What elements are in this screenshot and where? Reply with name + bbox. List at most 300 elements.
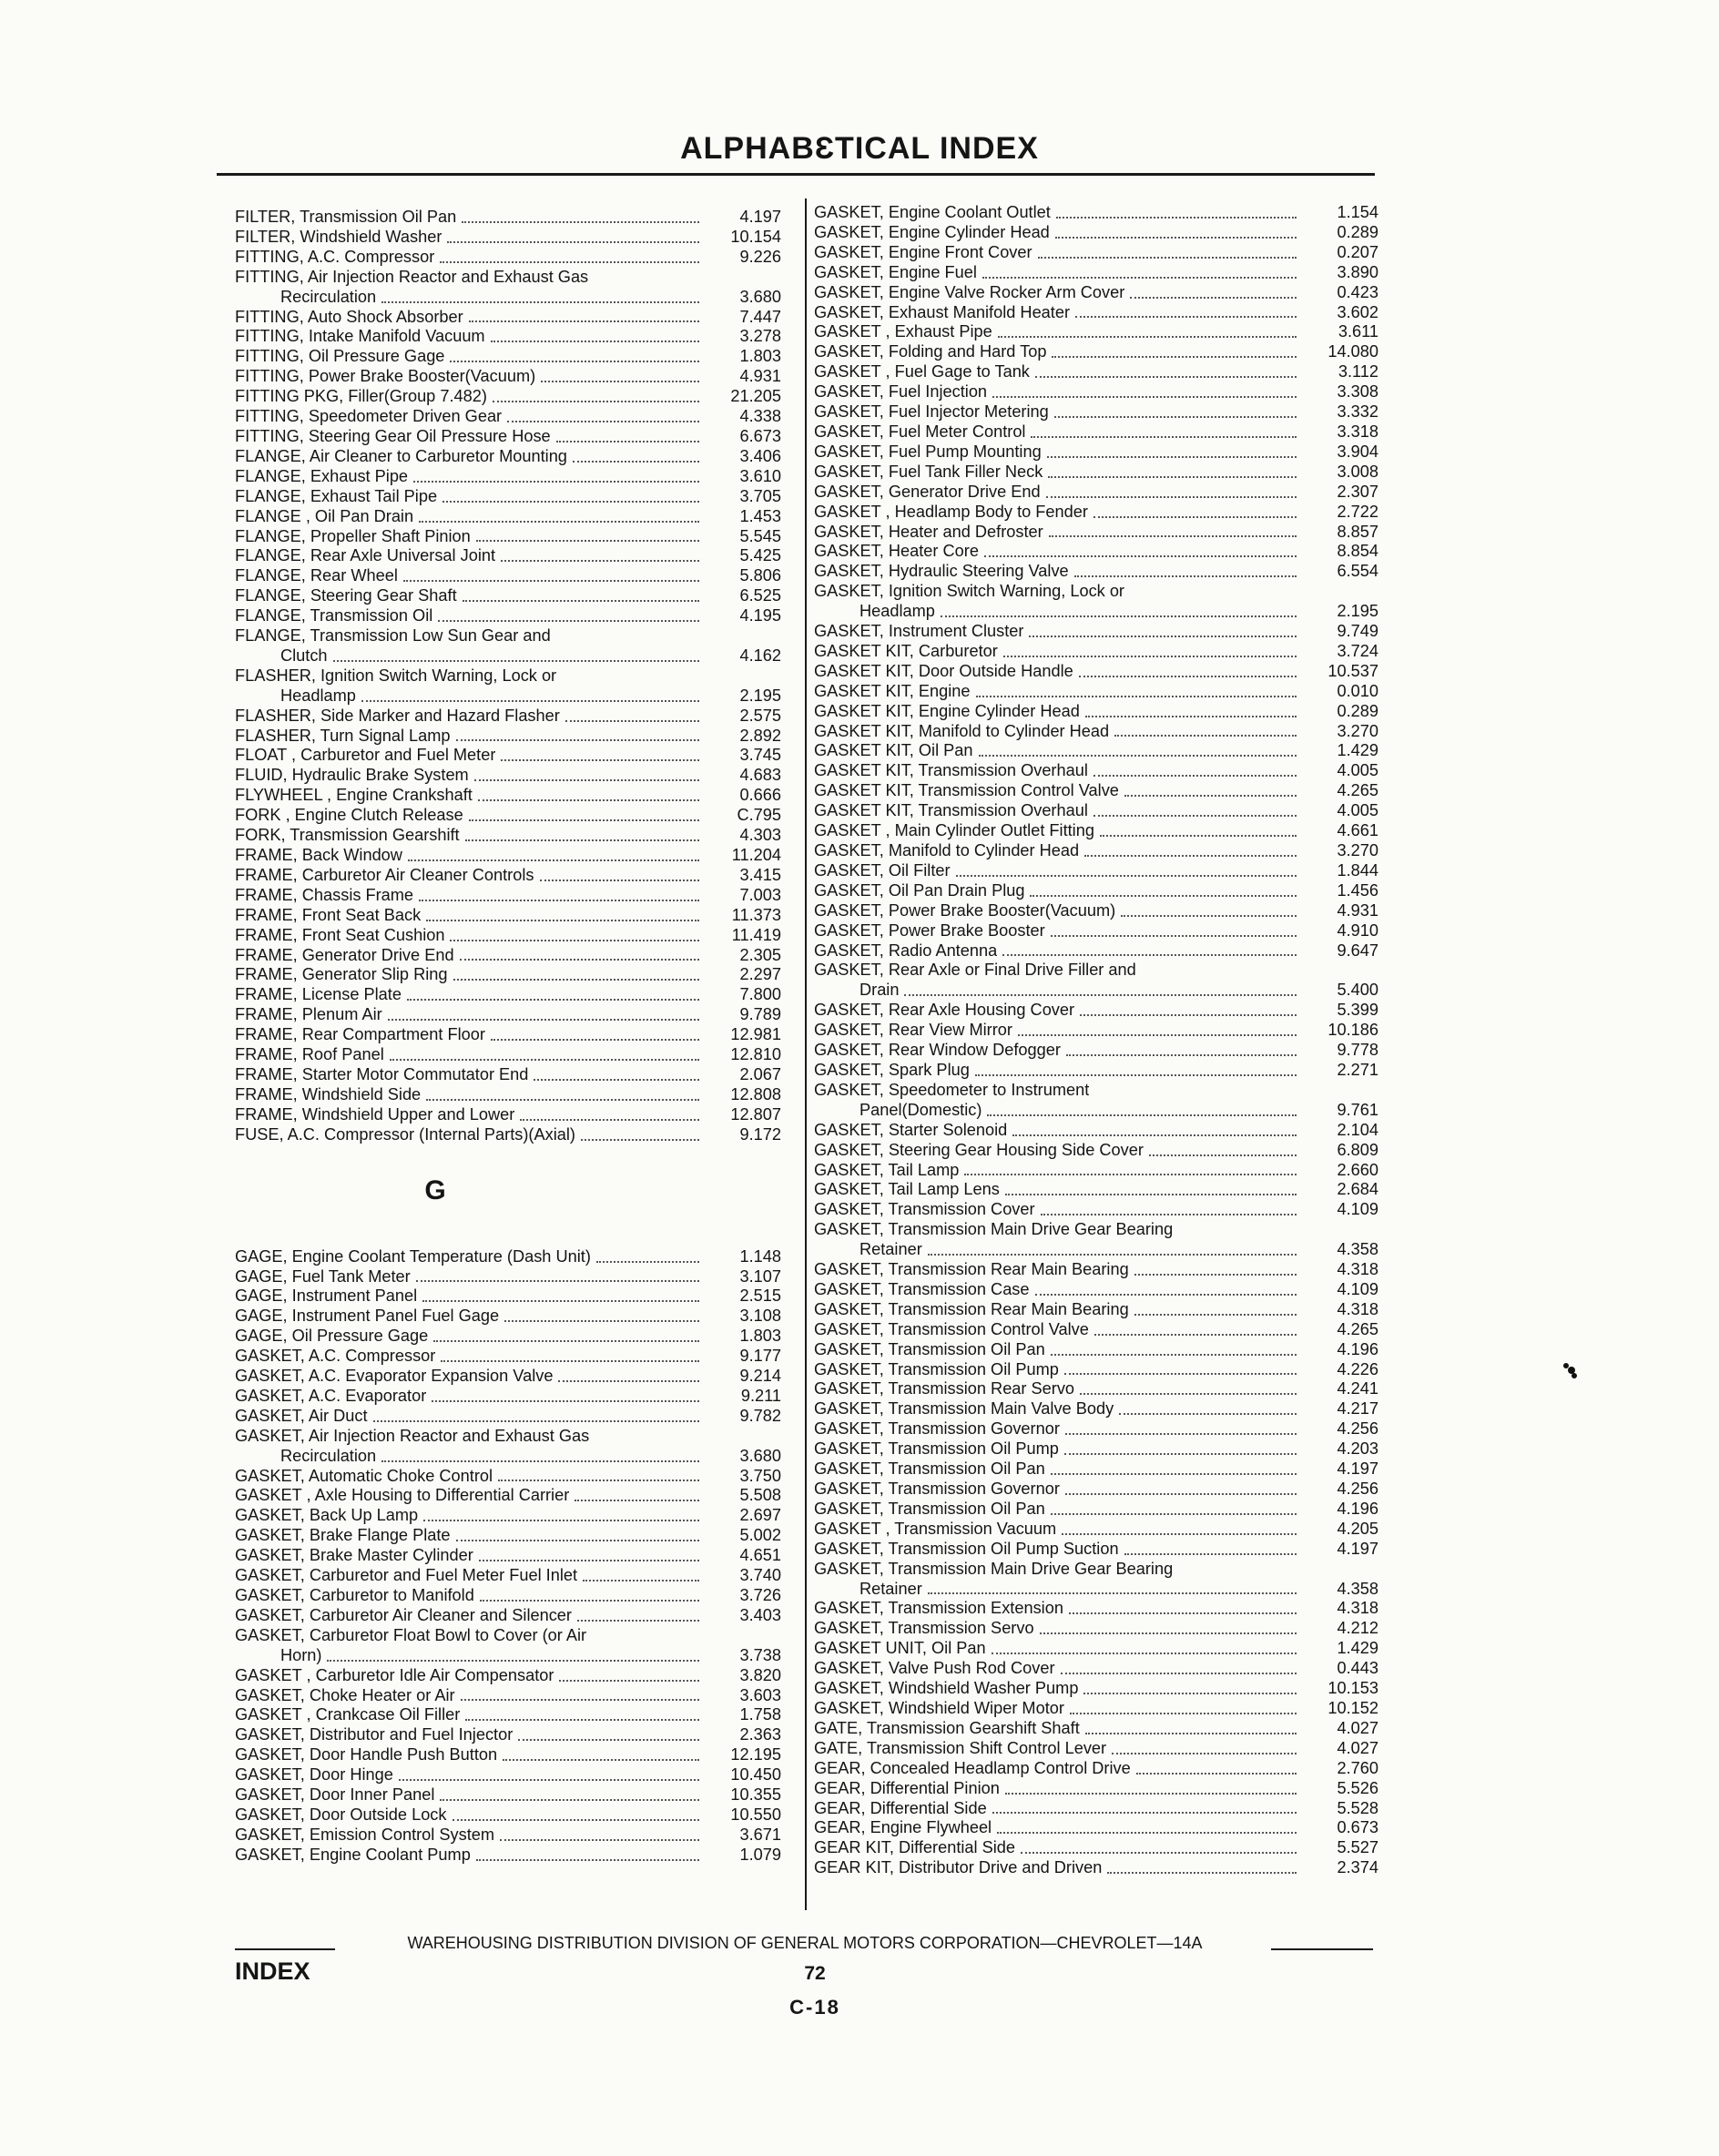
index-entry: [814, 1739, 1378, 1759]
dot-leader: [997, 1832, 1297, 1834]
dot-leader: [1130, 297, 1297, 299]
dot-leader: [469, 320, 699, 322]
entry-page: 0.673: [1337, 1818, 1378, 1837]
entry-text: Retainer: [860, 1579, 922, 1598]
entry-text: GASKET, Transmission Case: [814, 1279, 1030, 1298]
index-entry: [814, 322, 1378, 342]
entry-text: GATE, Transmission Gearshift Shaft: [814, 1718, 1080, 1737]
dot-leader: [984, 555, 1297, 557]
entry-page: 2.660: [1337, 1160, 1378, 1179]
index-entry: [814, 523, 1378, 543]
dot-leader: [1136, 1773, 1297, 1775]
entry-page: 3.270: [1337, 841, 1378, 859]
index-entry: [814, 1639, 1378, 1659]
entry-page: 4.318: [1337, 1299, 1378, 1318]
entry-text: GASKET, Transmission Oil Pump Suction: [814, 1539, 1119, 1558]
entry-page: 10.355: [730, 1785, 781, 1805]
entry-text: GASKET KIT, Transmission Control Valve: [814, 781, 1119, 800]
dot-leader: [928, 1592, 1297, 1594]
dot-leader: [565, 720, 699, 722]
entry-text: Headlamp: [860, 602, 935, 621]
entry-page: 10.153: [1327, 1679, 1378, 1698]
section-letter: G: [424, 1175, 446, 1205]
entry-text: GEAR, Differential Pinion: [814, 1778, 1000, 1797]
entry-text: FRAME, License Plate: [235, 985, 402, 1004]
index-entry: [235, 1005, 781, 1025]
entry-text: FITTING, Intake Manifold Vacuum: [235, 327, 485, 346]
index-entry: [814, 622, 1378, 642]
index-entry: [814, 582, 1378, 602]
index-entry: [814, 422, 1378, 442]
entry-text: GASKET, Transmission Oil Pan: [814, 1499, 1045, 1518]
entry-page: 4.358: [1337, 1240, 1378, 1259]
entry-text: GASKET, Engine Coolant Outlet: [814, 203, 1051, 221]
dot-leader: [518, 1739, 699, 1741]
dot-leader: [558, 1380, 699, 1382]
dot-leader: [1066, 1054, 1297, 1056]
dot-leader: [1041, 1214, 1297, 1215]
dot-leader: [956, 875, 1297, 877]
dot-leader: [520, 1119, 699, 1121]
entry-text: GASKET, Power Brake Booster: [814, 920, 1045, 940]
dot-leader: [1031, 436, 1297, 438]
dot-leader: [388, 1019, 699, 1021]
index-entry: [814, 801, 1378, 821]
entry-text: GASKET, Door Handle Push Button: [235, 1745, 498, 1764]
index-entry: [814, 881, 1378, 901]
entry-text: FLANGE, Exhaust Pipe: [235, 466, 409, 485]
entry-page: 5.526: [1337, 1778, 1378, 1797]
index-entry: [235, 527, 781, 547]
entry-text: FITTING, Power Brake Booster(Vacuum): [235, 367, 536, 386]
entry-text: GASKET, Transmission Governor: [814, 1419, 1060, 1439]
dot-leader: [1051, 1473, 1297, 1475]
entry-text: GAGE, Fuel Tank Meter: [235, 1266, 411, 1286]
index-entry: [235, 626, 781, 646]
dot-leader: [577, 1620, 699, 1622]
index-entry: [235, 606, 781, 626]
entry-page: 10.154: [730, 227, 781, 246]
dot-leader: [419, 900, 699, 901]
index-entry: [814, 402, 1378, 422]
entry-text: FRAME, Front Seat Back: [235, 905, 422, 924]
entry-text: Drain: [860, 981, 900, 1000]
dot-leader: [1021, 1852, 1297, 1854]
entry-page: 4.203: [1337, 1439, 1378, 1459]
entry-text: GASKET, Automatic Choke Control: [235, 1466, 493, 1485]
entry-text: FRAME, Back Window: [235, 846, 402, 864]
index-entry: [814, 901, 1378, 921]
entry-page: 3.890: [1337, 262, 1378, 281]
index-entry: [814, 362, 1378, 382]
index-entry: [235, 1407, 781, 1427]
dot-leader: [1055, 237, 1297, 239]
entry-page: 1.758: [739, 1705, 781, 1724]
index-entry: [814, 761, 1378, 781]
dot-leader: [1051, 1354, 1297, 1356]
dot-leader: [1080, 1393, 1297, 1395]
entry-text: FLYWHEEL , Engine Crankshaft: [235, 786, 473, 805]
index-entry: [235, 727, 781, 747]
entry-text: GASKET, Transmission Main Drive Gear Bearing: [814, 1559, 1174, 1578]
entry-page: 3.820: [739, 1665, 781, 1684]
dot-leader: [416, 1280, 699, 1282]
entry-text: Recirculation: [280, 1446, 377, 1465]
index-entry: [814, 961, 1378, 981]
entry-text: GASKET, Spark Plug: [814, 1060, 970, 1079]
dot-leader: [1079, 676, 1297, 677]
dot-leader: [1093, 775, 1297, 777]
entry-text: GASKET KIT, Transmission Overhaul: [814, 801, 1088, 820]
dot-leader: [1149, 1154, 1297, 1156]
entry-page: 3.403: [739, 1605, 781, 1624]
entry-text: GASKET, Radio Antenna: [814, 941, 998, 960]
entry-text: GASKET, Air Injection Reactor and Exhaust Gas: [235, 1426, 590, 1445]
entry-page: 4.358: [1337, 1579, 1378, 1598]
entry-text: GASKET, Fuel Tank Filler Neck: [814, 462, 1043, 481]
entry-text: GASKET, A.C. Evaporator Expansion Valve: [235, 1367, 554, 1386]
entry-page: 6.673: [739, 426, 781, 445]
dot-leader: [1100, 835, 1297, 837]
entry-page: 3.724: [1337, 641, 1378, 660]
index-entry: [235, 946, 781, 966]
entry-page: 10.550: [730, 1805, 781, 1824]
entry-text: GASKET, Fuel Injector Metering: [814, 402, 1049, 422]
entry-page: 0.289: [1337, 222, 1378, 241]
index-entry: [235, 1785, 781, 1805]
index-entry: [814, 223, 1378, 243]
entry-text: GASKET, Transmission Cover: [814, 1200, 1035, 1219]
entry-text: GAGE, Engine Coolant Temperature (Dash Unit): [235, 1246, 591, 1266]
entry-page: 8.854: [1337, 542, 1378, 561]
dot-leader: [1038, 257, 1297, 259]
index-entry: [814, 1818, 1378, 1838]
entry-page: 10.186: [1327, 1021, 1378, 1040]
index-entry: [235, 746, 781, 766]
entry-page: 4.205: [1337, 1519, 1378, 1538]
dot-leader: [1085, 1733, 1297, 1734]
entry-page: 9.177: [739, 1347, 781, 1366]
entry-page: 3.406: [739, 446, 781, 465]
entry-page: 2.697: [739, 1506, 781, 1525]
dot-leader: [992, 1812, 1297, 1814]
dot-leader: [426, 1099, 699, 1101]
entry-text: Panel(Domestic): [860, 1100, 982, 1119]
dot-leader: [904, 994, 1297, 996]
index-entry: [235, 666, 781, 686]
dot-leader: [583, 1580, 699, 1581]
entry-text: GASKET, Fuel Injection: [814, 382, 988, 402]
entry-text: GAGE, Oil Pressure Gage: [235, 1327, 429, 1346]
dot-leader: [1080, 1014, 1297, 1016]
entry-text: GASKET, Instrument Cluster: [814, 622, 1024, 641]
dot-leader: [1012, 1134, 1297, 1136]
index-entry: [235, 1686, 781, 1706]
entry-text: FITTING, Auto Shock Absorber: [235, 307, 463, 326]
entry-text: GASKET, Air Duct: [235, 1406, 368, 1425]
dot-leader: [534, 1079, 699, 1081]
entry-text: FITTING, Air Injection Reactor and Exhaust Gas: [235, 267, 589, 286]
dot-leader: [1048, 476, 1297, 478]
index-entry: [814, 1799, 1378, 1819]
dot-leader: [975, 1074, 1297, 1076]
index-entry: [814, 861, 1378, 881]
entry-text: GASKET, Exhaust Manifold Heater: [814, 302, 1071, 321]
index-entry: [235, 208, 781, 228]
entry-text: GASKET, Valve Push Rod Cover: [814, 1659, 1055, 1678]
dot-leader: [456, 739, 699, 741]
dot-leader: [462, 221, 699, 223]
index-entry: [814, 1121, 1378, 1141]
entry-page: 3.738: [739, 1645, 781, 1664]
index-entry: [235, 846, 781, 866]
entry-text: FRAME, Generator Slip Ring: [235, 965, 448, 984]
index-entry: [814, 562, 1378, 582]
entry-text: GASKET, Rear Axle Housing Cover: [814, 1001, 1075, 1020]
index-entry: [814, 781, 1378, 801]
entry-text: GASKET, Ignition Switch Warning, Lock or: [814, 582, 1124, 601]
dot-leader: [450, 940, 699, 941]
entry-page: 4.265: [1337, 781, 1378, 800]
entry-text: GASKET, Heater Core: [814, 542, 979, 561]
index-entry: [814, 1480, 1378, 1500]
entry-text: GASKET, Door Hinge: [235, 1765, 393, 1785]
index-entry: [235, 686, 781, 707]
dot-leader: [479, 1560, 699, 1561]
page-code: C-18: [789, 1996, 840, 2019]
dot-leader: [1062, 1533, 1297, 1535]
index-entry: [235, 1347, 781, 1367]
index-entry: [814, 941, 1378, 961]
entry-page: 4.318: [1337, 1599, 1378, 1618]
entry-page: 1.453: [739, 506, 781, 525]
entry-text: FRAME, Carburetor Air Cleaner Controls: [235, 865, 534, 884]
entry-text: FLANGE, Steering Gear Shaft: [235, 586, 457, 605]
entry-page: 9.211: [740, 1386, 781, 1405]
entry-text: GASKET, Folding and Hard Top: [814, 342, 1047, 361]
index-entry: [814, 741, 1378, 761]
entry-text: GEAR, Concealed Headlamp Control Drive: [814, 1758, 1131, 1777]
entry-text: GASKET, Oil Pan Drain Plug: [814, 880, 1025, 900]
entry-page: 4.196: [1337, 1339, 1378, 1358]
index-entry: [814, 702, 1378, 722]
index-entry: [814, 203, 1378, 223]
entry-page: 3.332: [1337, 402, 1378, 422]
entry-text: GASKET, Transmission Main Valve Body: [814, 1399, 1114, 1419]
entry-text: GASKET, Carburetor Float Bowl to Cover (or Air: [235, 1625, 587, 1644]
index-entry: [235, 1486, 781, 1506]
dot-leader: [433, 1340, 699, 1342]
index-entry: [814, 722, 1378, 742]
dot-leader: [1119, 1413, 1297, 1415]
dot-leader: [1005, 1194, 1297, 1195]
dot-leader: [1069, 1612, 1297, 1614]
dot-leader: [1018, 1034, 1297, 1036]
entry-text: GEAR, Differential Side: [814, 1798, 987, 1817]
index-entry: [235, 387, 781, 407]
dot-leader: [1040, 1632, 1297, 1634]
entry-text: GASKET, Engine Front Cover: [814, 242, 1032, 261]
dot-leader: [1049, 535, 1297, 537]
right-column: [814, 203, 1378, 1878]
entry-text: GASKET, Hydraulic Steering Valve: [814, 562, 1069, 581]
entry-page: 4.303: [739, 826, 781, 845]
entry-text: FITTING, Speedometer Driven Gear: [235, 407, 503, 426]
entry-page: 0.289: [1337, 701, 1378, 720]
entry-page: 4.651: [739, 1546, 781, 1565]
entry-text: GASKET, Engine Valve Rocker Arm Cover: [814, 282, 1125, 301]
index-entry: [814, 981, 1378, 1001]
dot-leader: [1124, 795, 1297, 797]
entry-page: 14.080: [1327, 342, 1378, 361]
entry-page: 2.195: [739, 686, 781, 705]
footer-division: WAREHOUSING DISTRIBUTION DIVISION OF GENERAL MOTORS CORPORATION—CHEVROLET—14A: [407, 1934, 1203, 1952]
entry-text: GASKET, Transmission Oil Pump: [814, 1439, 1059, 1459]
entry-page: 4.212: [1337, 1619, 1378, 1638]
index-entry: [814, 1560, 1378, 1580]
entry-page: C.795: [737, 806, 781, 825]
dot-leader: [941, 615, 1297, 617]
entry-page: 9.749: [1337, 622, 1378, 641]
entry-page: 2.305: [739, 945, 781, 964]
index-entry: [814, 542, 1378, 562]
entry-page: 2.760: [1337, 1758, 1378, 1777]
index-entry: [814, 1500, 1378, 1520]
dot-leader: [1054, 416, 1297, 418]
entry-text: GASKET, Transmission Oil Pan: [814, 1339, 1045, 1358]
entry-text: GASKET, Oil Filter: [814, 860, 951, 880]
dot-leader: [1093, 516, 1297, 518]
entry-page: 12.195: [730, 1745, 781, 1764]
entry-page: 1.429: [1337, 1639, 1378, 1658]
title-rule: [217, 173, 1375, 176]
dot-leader: [422, 1300, 699, 1302]
entry-page: 1.154: [1337, 203, 1378, 221]
index-entry: [814, 1599, 1378, 1619]
entry-page: 9.782: [739, 1406, 781, 1425]
entry-page: 1.803: [739, 1327, 781, 1346]
dot-leader: [465, 1719, 699, 1721]
dot-leader: [500, 1839, 699, 1841]
dot-leader: [390, 1059, 699, 1061]
entry-page: 1.456: [1337, 880, 1378, 900]
entry-page: 12.981: [730, 1025, 781, 1044]
entry-page: 5.002: [739, 1526, 781, 1545]
index-entry: [235, 1105, 781, 1125]
entry-text: GASKET, Door Outside Lock: [235, 1805, 447, 1824]
entry-text: FRAME, Generator Drive End: [235, 945, 454, 964]
index-entry: [235, 1286, 781, 1307]
entry-text: GASKET, Engine Cylinder Head: [814, 222, 1050, 241]
entry-page: 3.308: [1337, 382, 1378, 402]
index-entry: [235, 826, 781, 846]
entry-text: GASKET KIT, Engine Cylinder Head: [814, 701, 1080, 720]
dot-leader: [987, 1114, 1297, 1116]
dot-leader: [1046, 496, 1297, 498]
entry-page: 3.112: [1338, 362, 1378, 381]
index-entry: [235, 367, 781, 387]
entry-page: 4.931: [739, 367, 781, 386]
dot-leader: [453, 1819, 700, 1821]
entry-page: 11.419: [731, 925, 781, 944]
entry-text: Retainer: [860, 1240, 922, 1259]
entry-page: 3.745: [739, 746, 781, 765]
index-entry: [235, 1745, 781, 1765]
entry-page: 7.003: [739, 885, 781, 904]
index-entry: [235, 1247, 781, 1267]
entry-text: GAGE, Instrument Panel Fuel Gage: [235, 1307, 500, 1326]
index-entry: [235, 1586, 781, 1606]
dot-leader: [501, 560, 699, 562]
dot-leader: [441, 1360, 699, 1362]
index-entry: [235, 1825, 781, 1846]
index-entry: [814, 1679, 1378, 1699]
entry-page: 4.683: [739, 766, 781, 785]
left-entries-f: [235, 208, 781, 1145]
index-entry: [814, 1081, 1378, 1101]
dot-leader: [1075, 316, 1297, 318]
entry-text: GASKET, Transmission Main Drive Gear Bearing: [814, 1220, 1174, 1239]
entry-page: 0.443: [1337, 1659, 1378, 1678]
entry-page: 4.197: [1337, 1459, 1378, 1479]
index-entry: [235, 327, 781, 347]
index-entry: [814, 1360, 1378, 1380]
dot-leader: [476, 1859, 699, 1861]
entry-page: 4.338: [739, 407, 781, 426]
entry-page: 3.602: [1337, 302, 1378, 321]
dot-leader: [1114, 735, 1297, 737]
dot-leader: [1083, 1693, 1297, 1694]
entry-text: GASKET , Transmission Vacuum: [814, 1519, 1057, 1538]
index-entry: [814, 1200, 1378, 1220]
entry-text: FLANGE, Rear Axle Universal Joint: [235, 546, 496, 565]
index-entry: [814, 1141, 1378, 1161]
entry-text: FILTER, Windshield Washer: [235, 227, 442, 246]
index-entry: [814, 263, 1378, 283]
entry-text: GASKET , Headlamp Body to Fender: [814, 502, 1088, 521]
entry-page: 4.109: [1337, 1200, 1378, 1219]
entry-page: 1.803: [739, 347, 781, 366]
entry-page: 10.450: [730, 1765, 781, 1785]
index-entry: [235, 806, 781, 826]
index-entry: [814, 1041, 1378, 1061]
entry-page: 4.910: [1337, 920, 1378, 940]
entry-page: 5.527: [1337, 1838, 1378, 1857]
dot-leader: [1003, 656, 1297, 657]
entry-page: 8.857: [1337, 522, 1378, 541]
entry-text: GASKET, Engine Fuel: [814, 262, 977, 281]
entry-text: FUSE, A.C. Compressor (Internal Parts)(Axial): [235, 1124, 575, 1144]
entry-page: 21.205: [730, 387, 781, 406]
dot-leader: [493, 401, 699, 402]
entry-page: 2.575: [739, 706, 781, 725]
entry-text: FITTING, Steering Gear Oil Pressure Hose: [235, 426, 551, 445]
dot-leader: [581, 1139, 699, 1141]
entry-text: GASKET, Rear View Mirror: [814, 1021, 1012, 1040]
entry-text: GASKET, Back Up Lamp: [235, 1506, 419, 1525]
entry-text: FLUID, Hydraulic Brake System: [235, 766, 469, 785]
entry-text: GASKET, Speedometer to Instrument: [814, 1080, 1090, 1099]
entry-text: FLANGE, Transmission Low Sun Gear and: [235, 626, 551, 646]
entry-text: FRAME, Chassis Frame: [235, 885, 414, 904]
entry-page: 9.789: [739, 1005, 781, 1024]
entry-page: 6.554: [1337, 562, 1378, 581]
dot-leader: [556, 441, 699, 442]
entry-text: GASKET KIT, Manifold to Cylinder Head: [814, 721, 1110, 740]
entry-text: FITTING PKG, Filler(Group 7.482): [235, 387, 487, 406]
index-entry: [235, 1725, 781, 1745]
entry-text: GASKET KIT, Door Outside Handle: [814, 661, 1073, 680]
